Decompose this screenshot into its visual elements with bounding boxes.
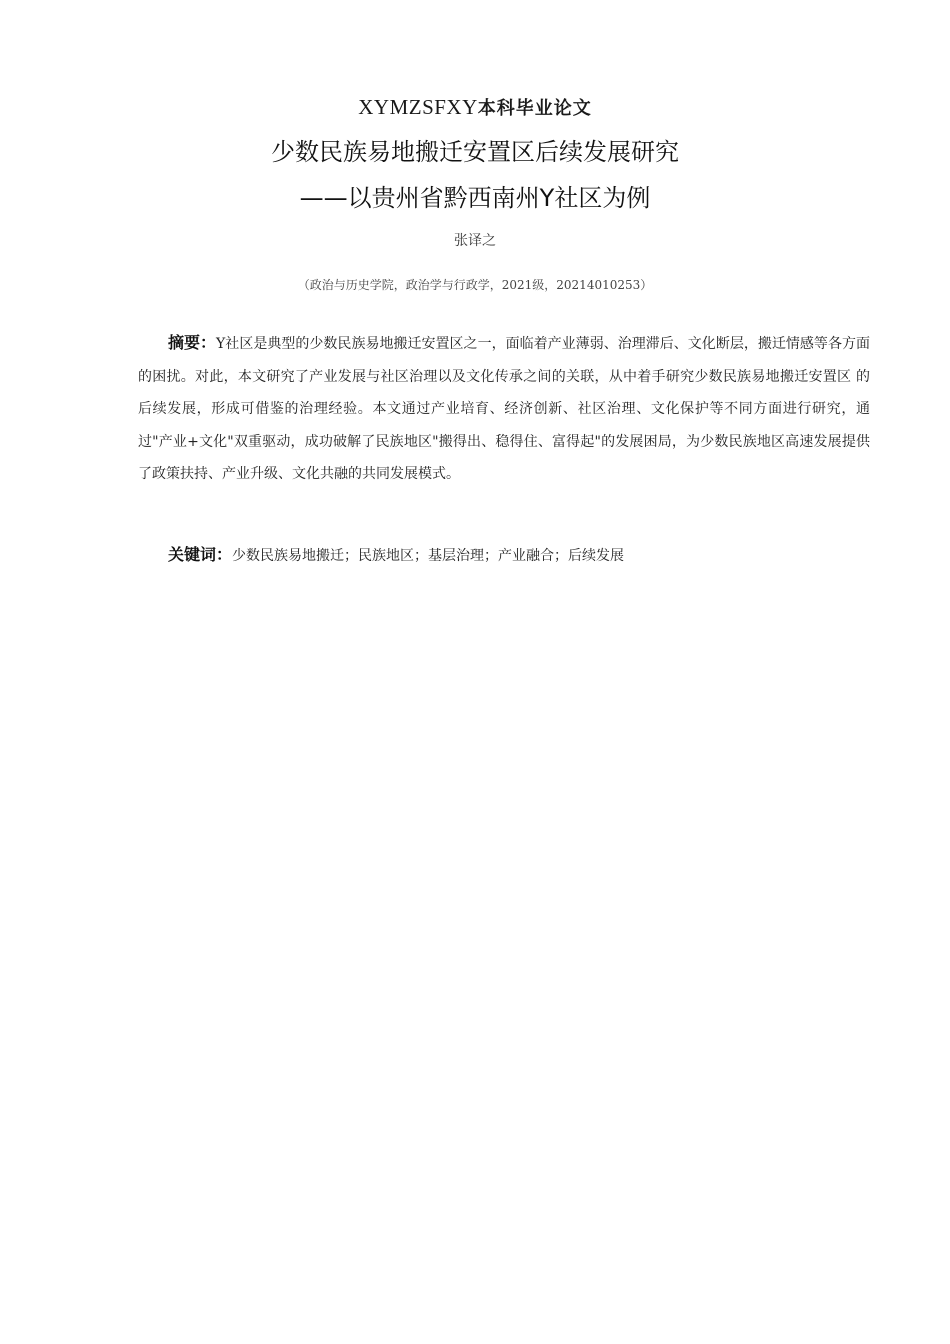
abstract-text: Y社区是典型的少数民族易地搬迁安置区之一，面临着产业薄弱、治理滞后、文化断层，搬迁情感等各方面的困扰。对此，本文研究了产业发展与社区治理以及文化传承之间的关联，从中着手研究少数民族易地搬迁安置区 的后续发展，形成可借鉴的治理经验。本文通过产业培育、经济创新、社区治理、文化保护等不同方面进行研究，通过"产业+文化"双重驱动，成功破解了民族地区"搬得出、稳得住、富得起"的发展困局，为少数民族地区高速发展提供了政策扶持、产业升级、文化共融的共同发展模式。 <box>138 336 870 482</box>
keywords-label: 关键词： <box>168 545 233 564</box>
thesis-subtitle: ——以贵州省黔西南州Y社区为例 <box>299 184 651 212</box>
school-code: XYMZSFXY <box>358 95 478 119</box>
thesis-title: 少数民族易地搬迁安置区后续发展研究 <box>271 138 679 166</box>
abstract-paragraph <box>138 327 870 491</box>
keywords-line <box>168 541 870 570</box>
abstract-label: 摘要： <box>168 333 217 352</box>
thesis-header <box>0 94 950 122</box>
thesis-type-label: 本科毕业论文 <box>477 98 592 119</box>
author-affiliation: （政治与历史学院，政治学与行政学，2021级，20214010253） <box>297 278 653 292</box>
keywords-text: 少数民族易地搬迁；民族地区；基层治理；产业融合；后续发展 <box>232 548 625 564</box>
author-name: 张译之 <box>454 233 496 249</box>
